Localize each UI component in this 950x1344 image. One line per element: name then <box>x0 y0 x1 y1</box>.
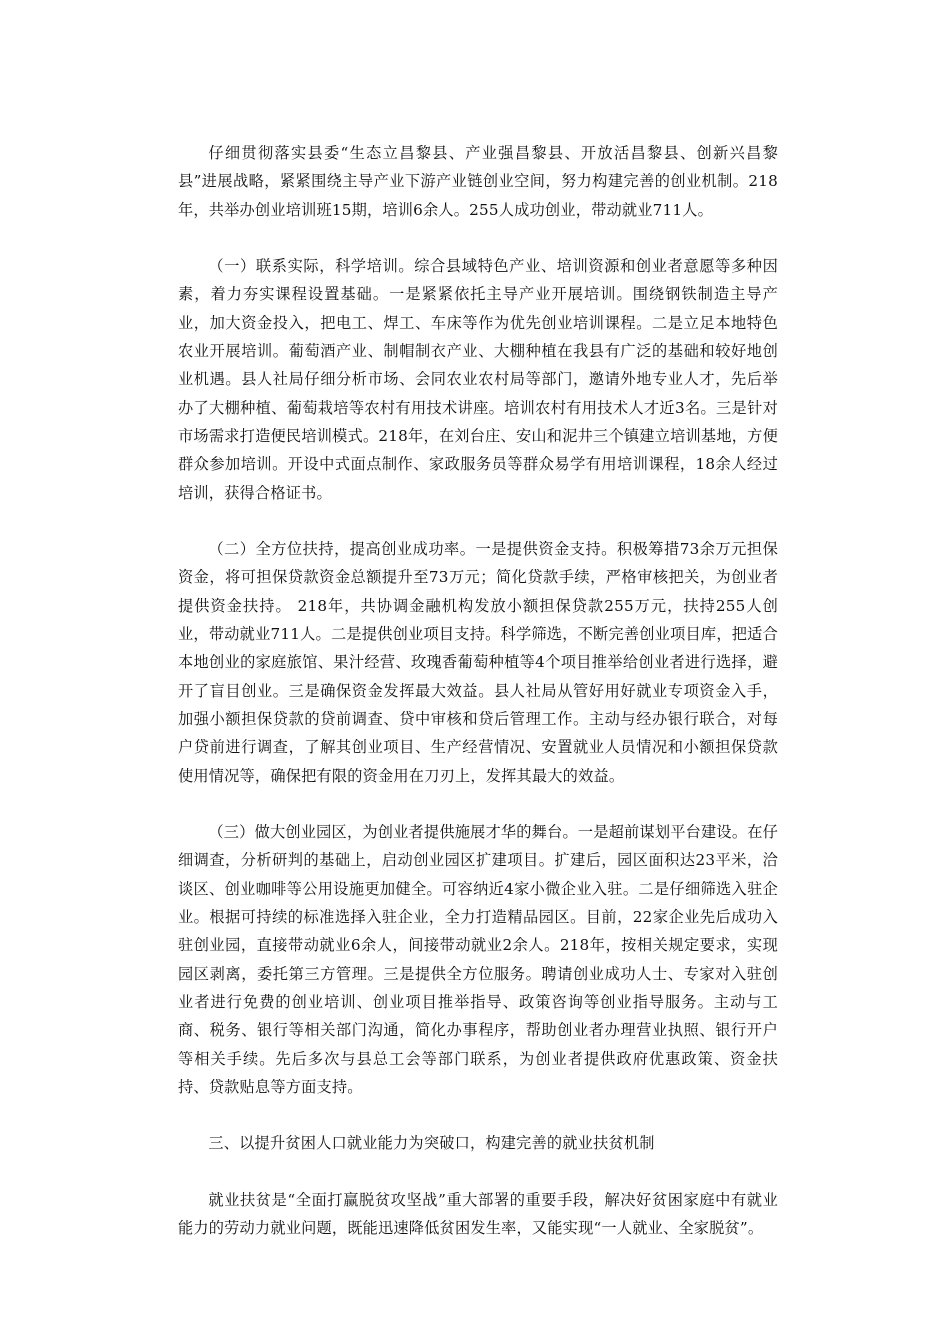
paragraph-employment-poverty: 就业扶贫是“全面打赢脱贫攻坚战”重大部署的重要手段，解决好贫困家庭中有就业能力的劳动力就业问题，既能迅速降低贫困发生率，又能实现“一人就业、全家脱贫”。 <box>178 1190 778 1238</box>
paragraph-intro: 仔细贯彻落实县委“生态立昌黎县、产业强昌黎县、开放活昌黎县、创新兴昌黎县”进展战略，紧紧围绕主导产业下游产业链创业空间，努力构建完善的创业机制。218年，共举办创业培训班15期，培训6余人。255人成功创业，带动就业711人。 <box>178 144 778 219</box>
paragraph-section-2-support: （二）全方位扶持，提高创业成功率。一是提供资金支持。积极筹措73余万元担保资金，将可担保贷款资金总额提升至73万元；简化贷款手续，严格审核把关，为创业者提供资金扶持。 218年，共协调金融机构发放小额担保贷款255万元，扶持255人创业，带动就业711人。二是提供创业项目支持。科学筛选，不断完善创业项目库，把适合本地创业的家庭旅馆、果汁经营、玫瑰香葡萄种植等4个项目推举给创业者进行选择，避开了盲目创业。三是确保资金发挥最大效益。县人社局从管好用好就业专项资金入手，加强小额担保贷款的贷前调查、贷中审核和贷后管理工作。主动与经办银行联合，对每户贷前进行调查，了解其创业项目、生产经营情况、安置就业人员情况和小额担保贷款使用情况等，确保把有限的资金用在刀刃上，发挥其最大的效益。 <box>178 540 778 785</box>
document-body <box>178 139 778 1243</box>
paragraph-section-3-park: （三）做大创业园区，为创业者提供施展才华的舞台。一是超前谋划平台建设。在仔细调查，分析研判的基础上，启动创业园区扩建项目。扩建后，园区面积达23平米，洽谈区、创业咖啡等公用设施更加健全。可容纳近4家小微企业入驻。二是仔细筛选入驻企业。根据可持续的标准选择入驻企业，全力打造精品园区。目前，22家企业先后成功入驻创业园，直接带动就业6余人，间接带动就业2余人。218年，按相关规定要求，实现园区剥离，委托第三方管理。三是提供全方位服务。聘请创业成功人士、专家对入驻创业者进行免费的创业培训、创业项目推举指导、政策咨询等创业指导服务。主动与工商、税务、银行等相关部门沟通，简化办事程序，帮助创业者办理营业执照、银行开户等相关手续。先后多次与县总工会等部门联系，为创业者提供政府优惠政策、资金扶持、贷款贴息等方面支持。 <box>178 823 778 1096</box>
paragraph-section-1-training: （一）联系实际，科学培训。综合县域特色产业、培训资源和创业者意愿等多种因素，着力夯实课程设置基础。一是紧紧依托主导产业开展培训。围绕钢铁制造主导产业，加大资金投入，把电工、焊工、车床等作为优先创业培训课程。二是立足本地特色农业开展培训。葡萄酒产业、制帽制衣产业、大棚种植在我县有广泛的基础和较好地创业机遇。县人社局仔细分析市场、会同农业农村局等部门，邀请外地专业人才，先后举办了大棚种植、葡萄栽培等农村有用技术讲座。培训农村有用技术人才近3名。三是针对市场需求打造便民培训模式。218年，在刘台庄、安山和泥井三个镇建立培训基地，方便群众参加培训。开设中式面点制作、家政服务员等群众易学有用培训课程，18余人经过培训，获得合格证书。 <box>178 257 778 502</box>
section-heading-3: 三、以提升贫困人口就业能力为突破口，构建完善的就业扶贫机制 <box>208 1134 655 1153</box>
